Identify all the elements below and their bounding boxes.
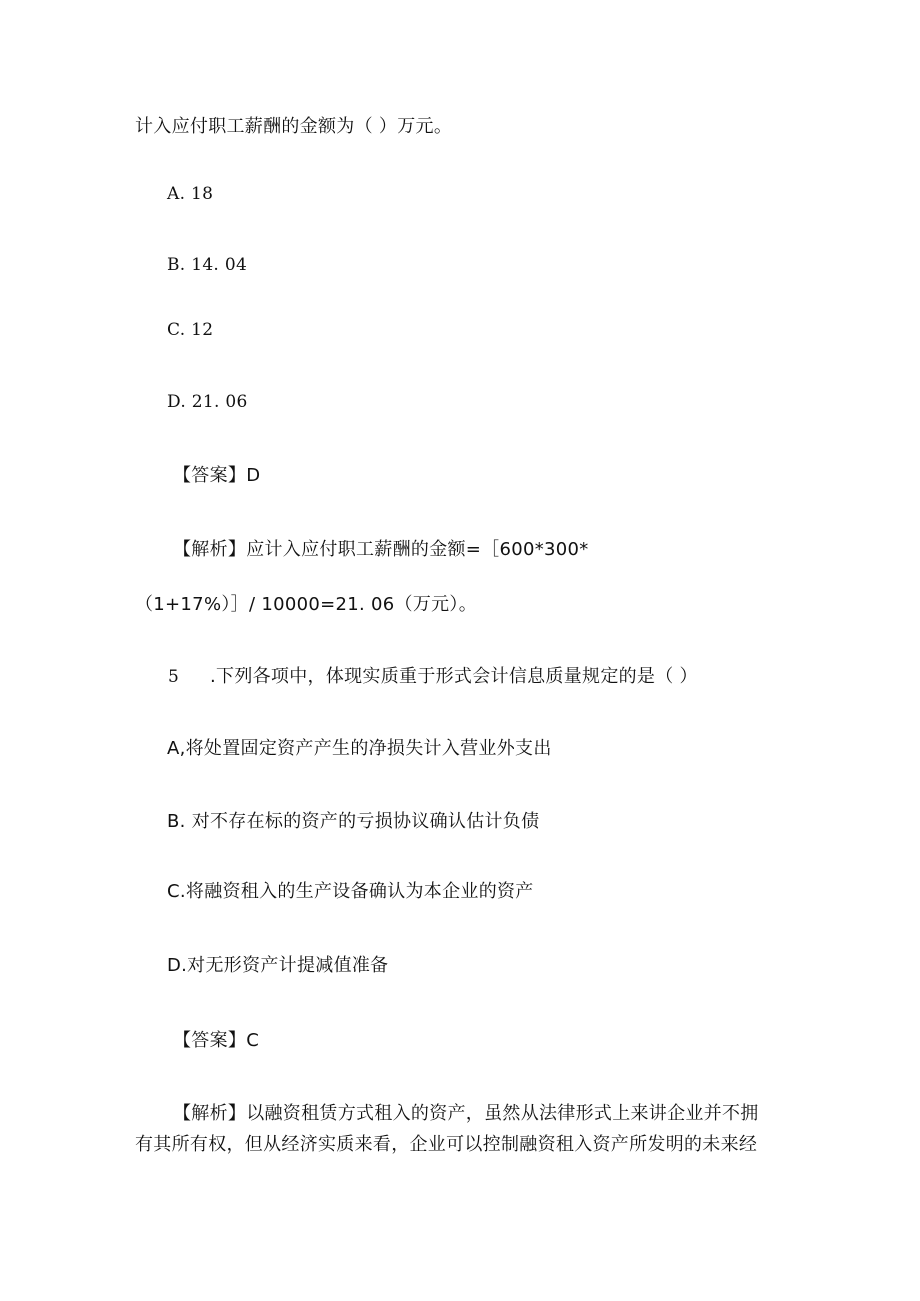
question-5-number: 5 [168,667,180,687]
question-5-option-c: C.将融资租入的生产设备确认为本企业的资产 [167,881,534,902]
question-5-analysis-line-2: 有其所有权，但从经济实质来看，企业可以控制融资租入资产所发明的未来经 [135,1134,758,1155]
question-5-option-d: D.对无形资产计提减值准备 [167,955,389,976]
question-4-option-d: D. 21. 06 [167,392,248,412]
question-4-option-c: C. 12 [167,320,214,340]
question-5-stem: .下列各项中，体现实质重于形式会计信息质量规定的是（ ） [210,666,698,687]
question-4-analysis-line-2: （1+17%）］/ 10000=21. 06（万元）。 [135,594,478,615]
question-4-stem-tail: 计入应付职工薪酬的金额为（ ）万元。 [135,116,453,137]
question-5-answer: 【答案】C [173,1030,260,1051]
question-5-option-a: A,将处置固定资产产生的净损失计入营业外支出 [167,738,552,759]
question-4-answer: 【答案】D [173,465,261,486]
question-4-option-b: B. 14. 04 [167,255,248,275]
question-4-option-a: A. 18 [167,184,214,204]
question-5-option-b: B. 对不存在标的资产的亏损协议确认估计负债 [167,811,540,832]
question-5-analysis-line-1: 【解析】以融资租赁方式租入的资产，虽然从法律形式上来讲企业并不拥 [173,1103,759,1124]
question-4-analysis-line-1: 【解析】应计入应付职工薪酬的金额=［600*300* [173,539,589,560]
